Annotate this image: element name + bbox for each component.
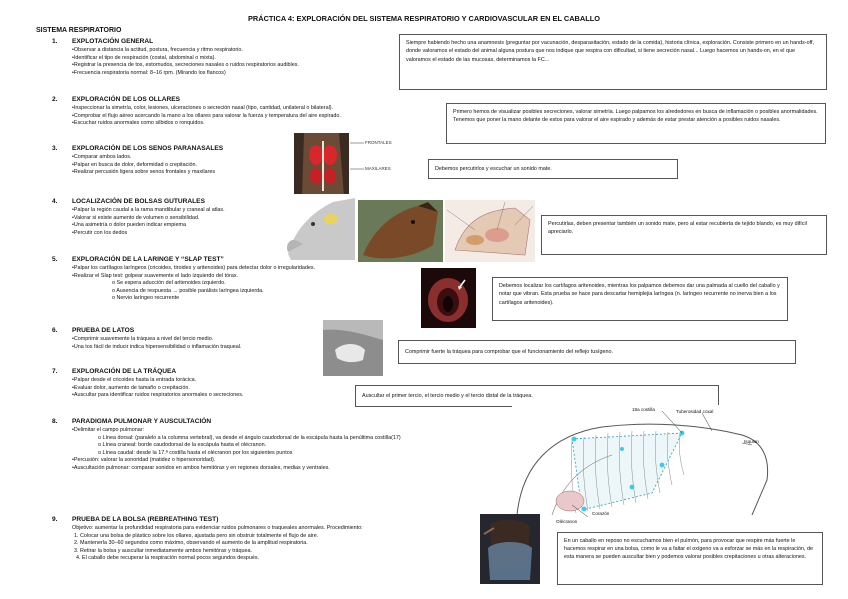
label-olecranon: Olécranon	[556, 519, 578, 524]
list-subitem: o Nervio laríngeo recurrente	[52, 295, 412, 303]
list-item: • Delimitar el campo pulmonar:	[52, 427, 412, 435]
list-item: • Realizar percusión ligera sobre senos frontales y maxilares	[52, 169, 412, 177]
list-item: • Identificar el tipo de respiración (costal, abdominal o mixta).	[52, 55, 412, 63]
list-item: • Frecuencia respiratoria normal: 8–16 rpm. (Mirando los flancos)	[52, 70, 412, 78]
lung-field-diagram	[512, 405, 772, 529]
list-item: • Palpar los cartílagos laríngeos (cricoides, tiroides y aritenoides) para detectar dolor o irregularidades.	[52, 265, 412, 273]
sinus-labels	[350, 135, 398, 183]
list-item: • Percusión: valorar la sonoridad (matidez o hipersonoridad).	[52, 457, 412, 465]
note-box-general: Siempre habiendo hecho una anamnesis (preguntar por vacunación, desparasitación, estado de la comida), historia clínica, exploración. Consiste primero en un hands-off, donde valoramos el estado del animal alguna postura que nos indique que respira con dificultad, si tiene secreción nasal... Luego hacemos un hands-on, en el que valoramos el estado de las mucosas, determinamos la FC...	[399, 34, 827, 90]
list-subitem: o Ausencia de respuesta → posible parálisis laríngea izquierda.	[52, 288, 412, 296]
horse-head-photo	[358, 200, 443, 262]
section-9	[52, 516, 412, 563]
system-label: SISTEMA RESPIRATORIO	[36, 27, 122, 34]
list-item: • Percutir con los dedos	[52, 230, 412, 238]
list-item: • Una tos fácil de inducir indica hipersensibilidad o inflamación traqueal.	[52, 344, 412, 352]
section-heading: 9. PRUEBA DE LA BOLSA (REBREATHING TEST)	[52, 516, 219, 523]
list-item: • Palpar en busca de dolor, deformidad o crepitación.	[52, 162, 412, 170]
section-heading: 6. PRUEBA DE LATOS	[52, 327, 135, 334]
section-8	[52, 418, 412, 473]
list-item: 2. Mantenerla 30–60 segundos como máximo, observando el aumento de la amplitud respiratoria.	[74, 540, 308, 547]
list-item: • Inspeccionar la simetría, color, lesiones, ulceraciones o secreción nasal (tipo, cantidad, unilateral o bilateral).	[52, 105, 412, 113]
list-item: • Una asimetría o dolor pueden indicar empiema	[52, 222, 412, 230]
section-heading: 5. EXPLORACIÓN DE LA LARINGE Y “SLAP TEST”	[52, 256, 224, 263]
list-item: • Evaluar dolor, aumento de tamaño o crepitación.	[52, 385, 412, 393]
section-heading: 3. EXPLORACIÓN DE LOS SENOS PARANASALES	[52, 145, 224, 152]
list-item: • Observar a distancia la actitud, postura, frecuencia y ritmo respiratorio.	[52, 47, 412, 55]
section-heading: 7. EXPLORACIÓN DE LA TRÁQUEA	[52, 368, 177, 375]
rebreathing-bag-photo	[480, 514, 540, 584]
list-item: 1. Colocar una bolsa de plástico sobre los ollares, ajustada pero sin obstruir totalmente el flujo de aire.	[74, 532, 319, 539]
guttural-pouch-diagram	[445, 200, 535, 262]
larynx-endoscopy-photo	[421, 268, 476, 328]
sinus-photo	[294, 133, 349, 196]
label-costilla: 18a costilla	[632, 407, 655, 412]
note-box-senos: Debemos percutirlos y escuchar un sonido mate.	[428, 159, 678, 179]
list-item: 3. Retirar la bolsa y auscultar inmediatamente ambos hemitórax y tráquea.	[74, 547, 252, 554]
label-tuberosidad: Tuberosidad coxal	[676, 409, 714, 414]
section-2	[52, 96, 412, 128]
note-box-ollares: Primero hemos de visualizar posibles secreciones, valorar simetría. Luego palpamos los alrededores en busca de inflamación o posibles anormalidades. Tenemos que poner la mano delante de estos para valorar el aire espirado y además de estar prestar atención a posibles ruidos nasales.	[446, 103, 826, 144]
list-subitem: o Línea dorsal: (paralelo a la columna vertebral), va desde el ángulo caudodorsal de la escápula hasta la penúltima costilla(17)	[52, 435, 412, 443]
list-item: • Comprobar el flujo aéreo acercando la mano a los ollares para valorar la fuerza y temperatura del aire espirado.	[52, 113, 412, 121]
note-box-traquea: Auscultar el primer tercio, el tercio medio y el tercio distal de la tráquea.	[355, 385, 719, 407]
note-box-latos: Comprimir fuerte la tráquea para comprobar que el funcionamiento del reflejo tusígeno.	[398, 340, 796, 364]
list-item: • Comparar ambos lados.	[52, 154, 412, 162]
list-subitem: o Se espera aducción del aritenoides izquierdo.	[52, 280, 412, 288]
list-item: • Realizar el Slap test: golpear suavemente el lado izquierdo del tórax.	[52, 273, 412, 281]
label-isquion: Isquion	[744, 439, 759, 444]
list-item: • Comprimir suavemente la tráquea a nivel del tercio medio.	[52, 336, 412, 344]
note-box-bolsa: En un caballo en reposo no escuchamos bien el pulmón, para provocar que respire más fuerte le hacemos respirar en una bolsa, como le va a faltar el oxígeno va a esforzar se más en la respiración, de esta manera se pueden auscultar bien y podemos valorar posibles crepitaciones u otras alteraciones.	[557, 532, 823, 585]
section-heading: 2. EXPLORACIÓN DE LOS OLLARES	[52, 96, 181, 103]
list-item: • Valorar si existe aumento de volumen o sensibilidad.	[52, 215, 412, 223]
list-subitem: o Línea craneal: borde caudodorsal de la escápula hasta el olécranon.	[52, 442, 412, 450]
list-item: • Auscultación pulmonar: comparar sonidos en ambos hemitórax y en regiones dorsales, medias y ventrales.	[52, 465, 412, 473]
list-item: • Registrar la presencia de tos, estornudos, secreciones nasales o ruidos respiratorios audibles.	[52, 62, 412, 70]
label-frontales: FRONTALES	[365, 140, 392, 145]
section-heading: 4. LOCALIZACIÓN DE BOLSAS GUTURALES	[52, 198, 205, 205]
note-box-laringe: Debemos localizar los cartílagos aritenoides, mientras los palpamos debemos dar una palmada al cuello del caballo y notar que vibran. Esta prueba se hace para descartar hemiplejia laríngea (n. laríngeo recurrente no inerva bien a los cartílagos aritenoides).	[492, 277, 788, 321]
page-title: PRÁCTICA 4: EXPLORACIÓN DEL SISTEMA RESPIRATORIO Y CARDIOVASCULAR EN EL CABALLO	[247, 14, 601, 23]
list-item: • Auscultar para identificar ruidos respiratorios anormales o secreciones.	[52, 392, 412, 400]
label-corazon: Corazón	[592, 511, 610, 516]
label-maxilares: MAXILARES	[365, 166, 391, 171]
list-subitem: o Línea caudal: desde la 17.ª costilla hasta el olécranon por los siguientes puntos	[52, 450, 412, 458]
section-1	[52, 38, 412, 77]
section-heading: 8. PARADIGMA PULMONAR Y AUSCULTACIÓN	[52, 418, 212, 425]
list-item: • Escuchar ruidos anormales como silbidos o ronquidos.	[52, 120, 412, 128]
guttural-pouch-photo	[283, 194, 358, 260]
list-item: • Palpar la región caudal a la rama mandibular y craneal al atlas.	[52, 207, 412, 215]
list-item: 4. El caballo debe recuperar la respiración normal pocos segundos después.	[76, 555, 260, 562]
section-intro: Objetivo: aumentar la profundidad respiratoria para evidenciar ruidos pulmonares o traqueales anormales. Procedimiento:	[72, 525, 363, 531]
tracheal-compression-photo	[323, 320, 383, 376]
list-item: • Palpar desde el cricoides hasta la entrada torácica.	[52, 377, 412, 385]
section-5	[52, 256, 412, 303]
note-box-bolsas: Percutirlas, deben presentar también un sonido mate, pero al estar recubierta de tejido blando, es muy difícil apreciarlo.	[541, 215, 827, 255]
section-heading: 1. EXPLOTACIÓN GENERAL	[52, 38, 154, 45]
